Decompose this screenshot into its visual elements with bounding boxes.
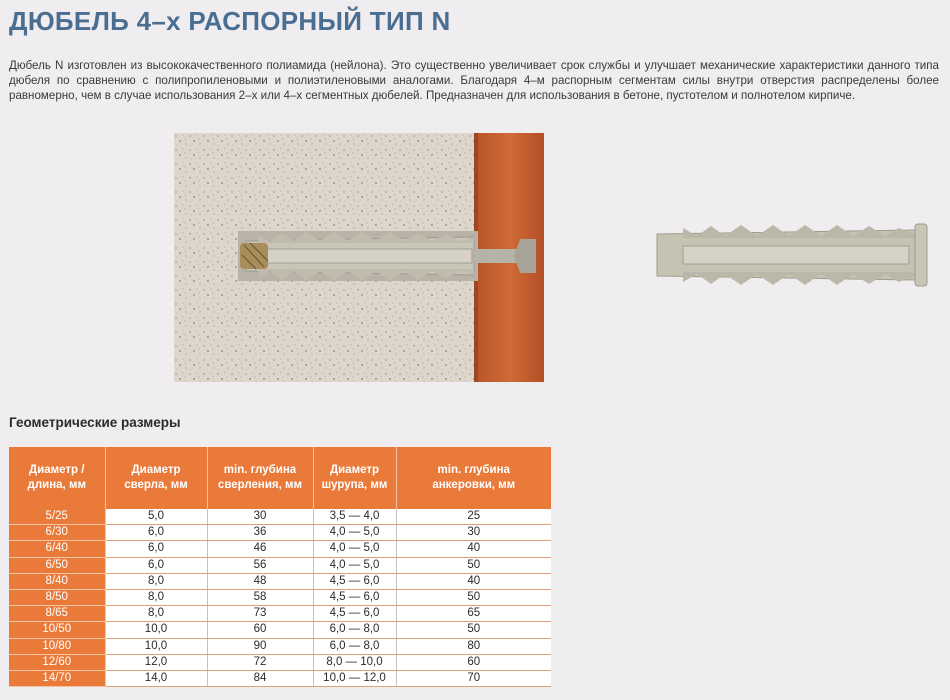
dimensions-table xyxy=(9,447,551,687)
table-row xyxy=(9,622,551,638)
table-row xyxy=(9,541,551,557)
table-cell: 58 xyxy=(207,589,313,605)
table-row xyxy=(9,606,551,622)
section-title: Геометрические размеры xyxy=(9,415,181,430)
installed-dowel-image xyxy=(174,133,544,382)
table-cell: 4,0 — 5,0 xyxy=(313,541,396,557)
table-cell: 6/30 xyxy=(9,525,105,541)
table-cell: 8/50 xyxy=(9,589,105,605)
table-cell: 80 xyxy=(396,638,551,654)
table-cell: 56 xyxy=(207,557,313,573)
table-cell: 8,0 — 10,0 xyxy=(313,654,396,670)
table-cell: 25 xyxy=(396,509,551,525)
table-cell: 30 xyxy=(207,509,313,525)
table-cell: 8/65 xyxy=(9,606,105,622)
table-cell: 5/25 xyxy=(9,509,105,525)
table-cell: 60 xyxy=(207,622,313,638)
table-cell: 10,0 xyxy=(105,622,207,638)
table-cell: 70 xyxy=(396,670,551,686)
table-cell: 4,5 — 6,0 xyxy=(313,573,396,589)
table-cell: 6,0 xyxy=(105,541,207,557)
table-cell: 65 xyxy=(396,606,551,622)
table-cell: 6,0 — 8,0 xyxy=(313,622,396,638)
table-header-row xyxy=(9,447,551,509)
table-cell: 12/60 xyxy=(9,654,105,670)
table-cell: 12,0 xyxy=(105,654,207,670)
column-header: min. глубина анкеровки, мм xyxy=(396,447,551,509)
table-cell: 40 xyxy=(396,573,551,589)
table-cell: 14/70 xyxy=(9,670,105,686)
table-cell: 40 xyxy=(396,541,551,557)
table-cell: 36 xyxy=(207,525,313,541)
table-cell: 46 xyxy=(207,541,313,557)
table-cell: 8,0 xyxy=(105,573,207,589)
table-cell: 8/40 xyxy=(9,573,105,589)
table-cell: 10,0 xyxy=(105,638,207,654)
table-cell: 50 xyxy=(396,589,551,605)
table-row xyxy=(9,573,551,589)
table-cell: 6,0 xyxy=(105,525,207,541)
table-cell: 5,0 xyxy=(105,509,207,525)
table-cell: 72 xyxy=(207,654,313,670)
table-cell: 4,5 — 6,0 xyxy=(313,606,396,622)
table-cell: 10,0 — 12,0 xyxy=(313,670,396,686)
table-cell: 10/50 xyxy=(9,622,105,638)
table-cell: 6,0 xyxy=(105,557,207,573)
table-cell: 6,0 — 8,0 xyxy=(313,638,396,654)
table-row xyxy=(9,670,551,686)
table-cell: 50 xyxy=(396,622,551,638)
table-row xyxy=(9,589,551,605)
table-row xyxy=(9,654,551,670)
table-row xyxy=(9,638,551,654)
table-cell: 6/40 xyxy=(9,541,105,557)
table-cell: 73 xyxy=(207,606,313,622)
table-cell: 60 xyxy=(396,654,551,670)
table-cell: 4,0 — 5,0 xyxy=(313,525,396,541)
table-row xyxy=(9,509,551,525)
table-row xyxy=(9,557,551,573)
dowel-product-image xyxy=(653,222,931,288)
table-cell: 30 xyxy=(396,525,551,541)
column-header: min. глубина сверления, мм xyxy=(207,447,313,509)
table-cell: 4,5 — 6,0 xyxy=(313,589,396,605)
column-header: Диаметр сверла, мм xyxy=(105,447,207,509)
table-cell: 48 xyxy=(207,573,313,589)
intro-paragraph: Дюбель N изготовлен из высококачественного полиамида (нейлона). Это существенно увеличивает срок службы и улучшает механические характеристики данного типа дюбеля по сравнению с полипропиленовыми и полиэтиленовыми аналогами. Благодаря 4–м распорным сегментам силы внутри отверстия распределены более равномерно, чем в случае использования 2–х или 4–х сегментных дюбелей. Предназначен для использования в бетоне, пустотелом и полнотелом кирпиче. xyxy=(9,59,939,102)
table-cell: 8,0 xyxy=(105,589,207,605)
table-row xyxy=(9,525,551,541)
table-cell: 6/50 xyxy=(9,557,105,573)
table-cell: 50 xyxy=(396,557,551,573)
column-header: Диаметр шурупа, мм xyxy=(313,447,396,509)
table-cell: 4,0 — 5,0 xyxy=(313,557,396,573)
page-title: ДЮБЕЛЬ 4–х РАСПОРНЫЙ ТИП N xyxy=(9,6,451,36)
column-header: Диаметр / длина, мм xyxy=(9,447,105,509)
table-cell: 3,5 — 4,0 xyxy=(313,509,396,525)
table-cell: 10/80 xyxy=(9,638,105,654)
table-cell: 8,0 xyxy=(105,606,207,622)
table-cell: 14,0 xyxy=(105,670,207,686)
table-cell: 84 xyxy=(207,670,313,686)
table-cell: 90 xyxy=(207,638,313,654)
